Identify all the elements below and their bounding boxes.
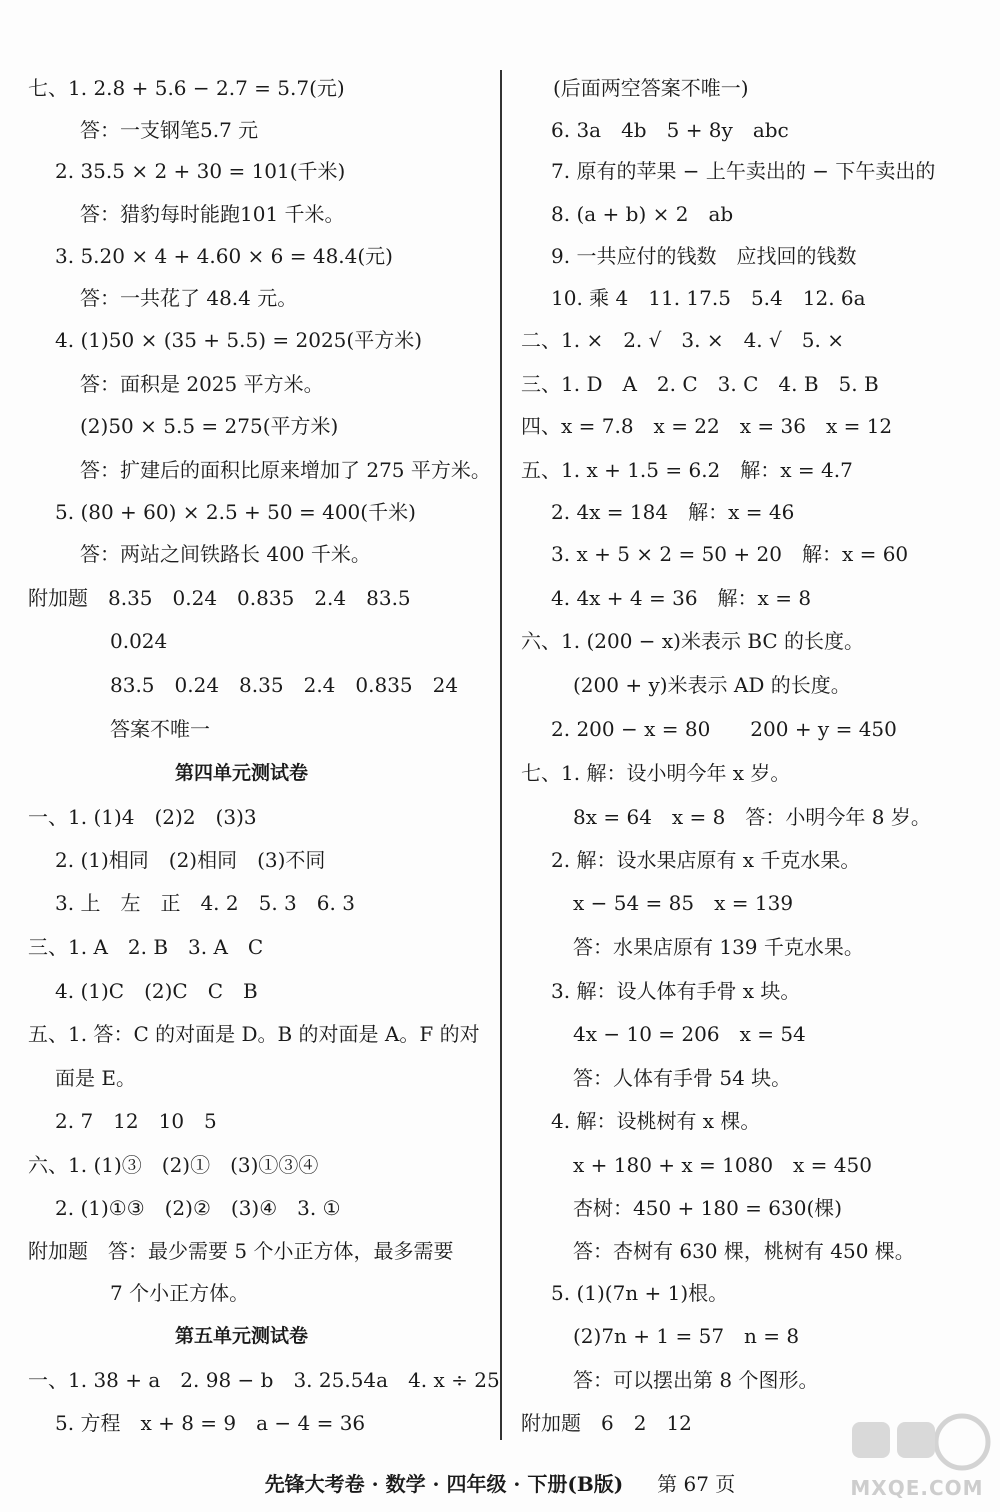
section-heading: 第四单元测试卷 xyxy=(175,762,309,784)
right-answer-line: 答：杏树有 630 棵，桃树有 450 棵。 xyxy=(573,1239,915,1263)
right-answer-line: 4. 解：设桃树有 x 棵。 xyxy=(551,1109,761,1133)
right-answer-line: 四、x = 7.8 x = 22 x = 36 x = 12 xyxy=(521,414,893,438)
left-answer-line: 3. 上 左 正 4. 2 5. 3 6. 3 xyxy=(55,891,355,915)
left-answer-line: 7 个小正方体。 xyxy=(110,1281,250,1305)
watermark-logo-icon xyxy=(842,1404,992,1474)
left-answer-line: 附加题 8.35 0.24 0.835 2.4 83.5 xyxy=(28,586,411,610)
page-number: 第 67 页 xyxy=(657,1472,736,1496)
left-answer-line: 答：扩建后的面积比原来增加了 275 平方米。 xyxy=(80,458,491,482)
left-answer-line: 5. 方程 x + 8 = 9 a − 4 = 36 xyxy=(55,1411,366,1435)
left-answer-line: 一、1. 38 + a 2. 98 − b 3. 25.54a 4. x ÷ 25 xyxy=(28,1368,500,1392)
right-answer-line: 五、1. x + 1.5 = 6.2 解：x = 4.7 xyxy=(521,458,853,482)
right-answer-line: 8x = 64 x = 8 答：小明今年 8 岁。 xyxy=(573,805,931,829)
right-answer-line: 4. 4x + 4 = 36 解：x = 8 xyxy=(551,586,812,610)
right-answer-line: 10. 乘 4 11. 17.5 5.4 12. 6a xyxy=(551,286,866,310)
left-answer-line: 答案不唯一 xyxy=(110,717,210,741)
right-answer-line: x − 54 = 85 x = 139 xyxy=(573,891,794,915)
left-answer-line: 五、1. 答：C 的对面是 D。B 的对面是 A。F 的对 xyxy=(28,1022,480,1046)
right-answer-line: 6. 3a 4b 5 + 8y abc xyxy=(551,118,789,142)
left-answer-line: 六、1. (1)③ (2)① (3)①③④ xyxy=(28,1153,319,1177)
watermark-stamp xyxy=(842,1404,992,1504)
left-answer-line: 三、1. A 2. B 3. A C xyxy=(28,935,264,959)
right-answer-line: 5. (1)(7n + 1)根。 xyxy=(551,1281,729,1305)
right-answer-line: 2. 200 − x = 80 200 + y = 450 xyxy=(551,717,897,741)
right-answer-line: 答：水果店原有 139 千克水果。 xyxy=(573,935,864,959)
right-answer-line: 3. x + 5 × 2 = 50 + 20 解：x = 60 xyxy=(551,542,909,566)
right-answer-line: 答：人体有手骨 54 块。 xyxy=(573,1066,792,1090)
right-answer-line: 8. (a + b) × 2 ab xyxy=(551,202,734,226)
watermark-text: MXQE.COM xyxy=(850,1476,984,1500)
right-answer-line: 7. 原有的苹果 − 上午卖出的 − 下午卖出的 xyxy=(551,159,936,183)
right-answer-line: x + 180 + x = 1080 x = 450 xyxy=(573,1153,872,1177)
left-answer-line: 4. (1)50 × (35 + 5.5) = 2025(平方米) xyxy=(55,328,423,352)
left-answer-line: 面是 E。 xyxy=(55,1066,136,1090)
left-answer-line: 答：一共花了 48.4 元。 xyxy=(80,286,298,310)
right-answer-line: 三、1. D A 2. C 3. C 4. B 5. B xyxy=(521,372,879,396)
left-answer-line: 七、1. 2.8 + 5.6 − 2.7 = 5.7(元) xyxy=(28,76,345,100)
left-answer-line: 0.024 xyxy=(110,629,168,653)
right-answer-line: 9. 一共应付的钱数 应找回的钱数 xyxy=(551,244,857,268)
left-answer-line: 3. 5.20 × 4 + 4.60 × 6 = 48.4(元) xyxy=(55,244,393,268)
left-answer-line: 答：两站之间铁路长 400 千米。 xyxy=(80,542,371,566)
right-answer-line: 答：可以摆出第 8 个图形。 xyxy=(573,1368,819,1392)
left-answer-line: 2. (1)相同 (2)相同 (3)不同 xyxy=(55,848,326,872)
left-answer-line: 2. (1)①③ (2)② (3)④ 3. ① xyxy=(55,1196,341,1220)
left-answer-line: 2. 7 12 10 5 xyxy=(55,1109,217,1133)
column-divider xyxy=(500,70,502,1440)
right-answer-line: 七、1. 解：设小明今年 x 岁。 xyxy=(521,761,791,785)
left-answer-line: 83.5 0.24 8.35 2.4 0.835 24 xyxy=(110,673,459,697)
section-heading: 第五单元测试卷 xyxy=(175,1325,309,1347)
left-answer-line: 4. (1)C (2)C C B xyxy=(55,979,258,1003)
footer-title: 先锋大考卷 · 数学 · 四年级 · 下册(B版) xyxy=(264,1472,624,1496)
right-answer-line: 2. 解：设水果店原有 x 千克水果。 xyxy=(551,848,861,872)
left-answer-line: 一、1. (1)4 (2)2 (3)3 xyxy=(28,805,257,829)
right-answer-line: 二、1. × 2. √ 3. × 4. √ 5. × xyxy=(521,328,844,352)
left-answer-line: 答：猎豹每时能跑101 千米。 xyxy=(80,202,345,226)
left-answer-line: (2)50 × 5.5 = 275(平方米) xyxy=(80,414,339,438)
right-answer-line: 2. 4x = 184 解：x = 46 xyxy=(551,500,795,524)
left-answer-line: 5. (80 + 60) × 2.5 + 50 = 400(千米) xyxy=(55,500,416,524)
right-answer-line: 4x − 10 = 206 x = 54 xyxy=(573,1022,806,1046)
right-answer-line: (200 + y)米表示 AD 的长度。 xyxy=(573,673,851,697)
right-answer-line: (后面两空答案不唯一) xyxy=(553,76,749,100)
right-answer-line: 杏树：450 + 180 = 630(棵) xyxy=(573,1196,843,1220)
right-answer-line: (2)7n + 1 = 57 n = 8 xyxy=(573,1324,800,1348)
left-answer-line: 2. 35.5 × 2 + 30 = 101(千米) xyxy=(55,159,346,183)
left-answer-line: 附加题 答：最少需要 5 个小正方体，最多需要 xyxy=(28,1239,454,1263)
left-answer-line: 答：面积是 2025 平方米。 xyxy=(80,372,324,396)
right-answer-line: 附加题 6 2 12 xyxy=(521,1411,692,1435)
left-answer-line: 答：一支钢笔5.7 元 xyxy=(80,118,259,142)
right-answer-line: 3. 解：设人体有手骨 x 块。 xyxy=(551,979,801,1003)
right-answer-line: 六、1. (200 − x)米表示 BC 的长度。 xyxy=(521,629,865,653)
